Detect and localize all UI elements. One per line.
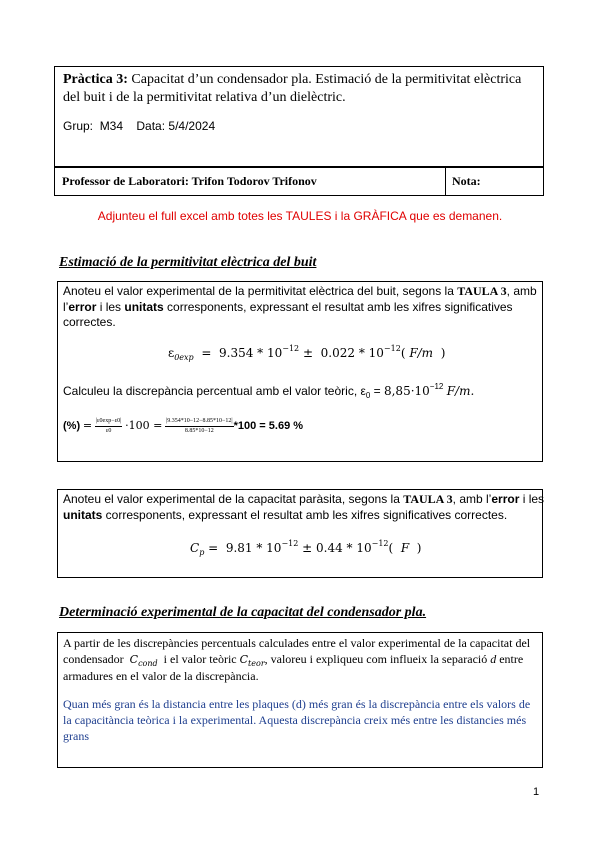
box1-line2: [63, 300, 513, 314]
ccond-sub: cond: [138, 659, 158, 668]
cp-power: −12: [281, 539, 299, 548]
eps-sub: 0exp: [174, 353, 194, 362]
theoretical-unit: F/m.: [446, 384, 475, 398]
practice-label: Pràctica 3:: [63, 72, 128, 87]
section2-line2-pre: condensador: [63, 652, 124, 666]
section2-line2-post: , valoreu i expliqueu com influeix la separació: [264, 652, 488, 666]
section2-line2-end: entre: [499, 652, 524, 666]
discrepancy-formula: (%) = $\frac{|\varepsilon 0\exp-\varepsilon 0|}{\varepsilon 0}$ ·100 = $\frac{|9.354*10-12-8.85*10-12|}{8.85*10-12}$ *100 = 5.69 %: [63, 418, 304, 434]
box2-units-word: unitats: [63, 508, 103, 522]
d-var: d: [490, 652, 497, 666]
eps-symbol: ε: [168, 346, 175, 360]
eps-power: −12: [282, 344, 300, 353]
discrepancy-prompt: Calculeu la discrepància percentual amb el valor teòric, $\varepsilon_0 = 8,85\cdot 10^{-12}$ F/m.: [63, 382, 475, 400]
table3-ref: TAULA 3: [457, 284, 507, 298]
professor-label: Professor de Laboratori: Trifon Todorov Trifonov: [62, 174, 317, 188]
box2-line2-post: corresponents, expressant el resultat amb les xifres significatives correctes.: [102, 508, 508, 522]
box1-line2-post: corresponents, expressant el resultat amb les xifres significatives: [163, 300, 513, 314]
box2-line1: [63, 492, 544, 507]
box1-line1-post: , amb: [506, 284, 537, 298]
theoretical-power: −12: [429, 382, 444, 391]
pct-label: (%): [63, 420, 81, 433]
page-number: 1: [533, 786, 540, 798]
section2-line1: A partir de les discrepàncies percentuals calculades entre el valor experimental de la capacitat del: [63, 636, 531, 650]
box1-line1-pre: Anoteu el valor experimental de la permitivitat elèctrica del buit, segons la: [63, 284, 458, 298]
grade-label: Nota:: [452, 174, 481, 188]
practice-title: [63, 72, 521, 88]
box1-line2-pre: l’: [63, 300, 69, 314]
cp-symbol: C: [190, 541, 200, 555]
eps-error-power: −12: [383, 344, 401, 353]
box2-error-word: error: [491, 492, 520, 506]
fraction-2: [165, 417, 234, 436]
answer-line3: grans: [63, 729, 89, 743]
box1-line1: [63, 284, 537, 299]
section2-title: Determinació experimental de la capacitat del condensador pla.: [59, 605, 427, 620]
group-value: M34: [99, 119, 124, 133]
box2-line1-pre: Anoteu el valor experimental de la capacitat paràsita, segons la: [63, 492, 404, 506]
section2-line2-mid: i el valor teòric: [163, 652, 237, 666]
theoretical-value: 8,85·10: [383, 384, 430, 398]
cp-unit: F: [400, 541, 410, 555]
group-label: Grup:: [63, 119, 94, 133]
cp-error: 0.44: [316, 541, 343, 555]
box2-line2: [63, 508, 507, 522]
practice-title-line2: del buit i de la permitivitat relativa d’un dielèctric.: [63, 90, 346, 105]
instruction-text: Adjunteu el full excel amb totes les TAULES i la GRÀFICA que es demanen.: [97, 209, 503, 223]
section2-line3: armadures en el valor de la discrepància.: [63, 669, 259, 683]
cp-error-power: −12: [371, 539, 389, 548]
box1-line3: correctes.: [63, 315, 116, 329]
eps-value: 9.354: [219, 346, 254, 360]
box2-table3-ref: TAULA 3: [403, 492, 453, 506]
box2-line1-mid: , amb l’: [452, 492, 492, 506]
discrepancy-prompt-text: Calculeu la discrepància percentual amb el valor teòric, ε: [63, 384, 366, 398]
frac2-den: 8.85*10−12: [184, 428, 214, 434]
answer-line1: Quan més gran és la distancia entre les plaques (d) més gran és la discrepància entre els valors de: [63, 697, 531, 711]
box1-line2-mid: i les: [96, 300, 125, 314]
cp-sub: p: [199, 548, 205, 557]
date-label: Data:: [136, 119, 166, 133]
error-word: error: [68, 300, 97, 314]
cteor-sub: teor: [248, 659, 265, 668]
times100: ·100 =: [125, 419, 163, 433]
cp-equation: $C_p = 9.81 * 10^{-12} \pm 0.44 * 10^{-12}$( F ): [190, 539, 422, 557]
frac1-den: ε0: [105, 428, 112, 434]
group-date-line: [63, 119, 215, 133]
box2-line1-post: i les: [519, 492, 545, 506]
units-word: unitats: [124, 300, 164, 314]
eps-equation: $\varepsilon_{0exp} = 9.354 * 10^{-12} \pm 0.022 * 10^{-12}$( F/m ): [168, 344, 446, 362]
section2-line2: condensador $C_{cond}$ i el valor teòric $C_{teor}$, valoreu i expliqueu com influeix la separació d entre: [63, 652, 524, 668]
answer-line2: la capacitància teòrica i la experimental. Aquesta discrepància creix més entre les distancies més: [63, 713, 527, 727]
fraction-1: [95, 417, 123, 436]
practice-title-line1: Capacitat d’un condensador pla. Estimació de la permitivitat elèctrica: [127, 72, 522, 87]
date-value: 5/4/2024: [168, 119, 216, 133]
eps-error: 0.022: [320, 346, 356, 360]
discrepancy-result: *100 = 5.69 %: [233, 420, 304, 433]
section1-title: Estimació de la permitivitat elèctrica del buit: [59, 255, 317, 270]
frac2-num: |9.354*10−12−8.85*10−12|: [165, 417, 234, 427]
cp-value: 9.81: [225, 541, 253, 555]
frac1-num: |ε0exp−ε0|: [95, 417, 123, 427]
eps-unit: F/m: [409, 346, 434, 360]
